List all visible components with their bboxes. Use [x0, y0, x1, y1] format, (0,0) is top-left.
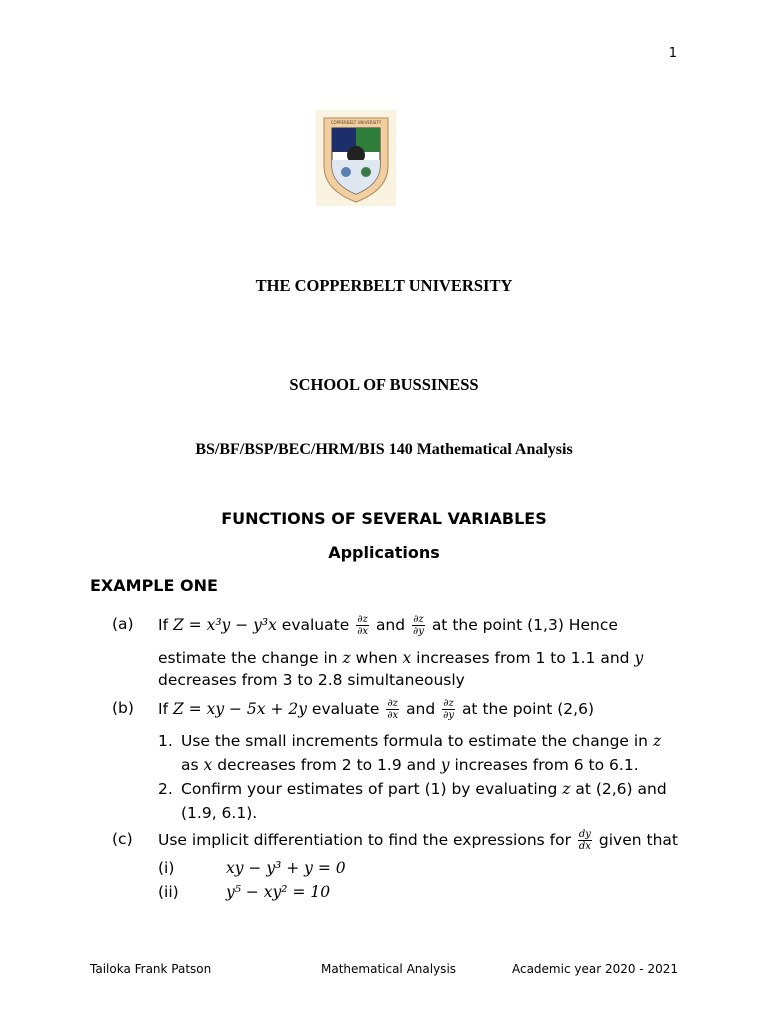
frac-dz-dx: $\frac{\partial z}{\partial x}$: [357, 614, 368, 637]
frac-dz-dx: $\frac{\partial z}{\partial x}$: [387, 698, 399, 721]
frac-dz-dy: $\frac{\partial z}{\partial y}$: [443, 698, 454, 721]
section-title: FUNCTIONS OF SEVERAL VARIABLES: [221, 509, 547, 528]
question-a-line1: If Z = x³y − y³x evaluate $\frac{\partial z}{\partial x}$ and $\frac{\partial z}{\partial y}$ at the point (1,3) Hence: [158, 614, 618, 637]
question-c-i-equation: xy − y³ + y = 0: [226, 859, 346, 877]
question-a-line3: decreases from 3 to 2.8 simultaneously: [158, 671, 465, 689]
footer-course: Mathematical Analysis: [321, 962, 457, 976]
university-title: THE COPPERBELT UNIVERSITY: [255, 276, 513, 295]
question-b-item2-line2: (1.9, 6.1).: [181, 804, 258, 822]
question-b-item1-line2: as x decreases from 2 to 1.9 and y increases from 6 to 6.1.: [181, 756, 639, 774]
question-a-line2: estimate the change in z when x increases from 1 to 1.1 and y: [158, 649, 644, 667]
school-title: SCHOOL OF BUSSINESS: [289, 375, 479, 394]
logo-ring-text: COPPERBELT UNIVERSITY: [330, 120, 382, 125]
question-b-label: (b): [112, 699, 134, 717]
question-c-label: (c): [112, 830, 133, 848]
question-b-item2-number: 2.: [158, 780, 173, 798]
example-heading: EXAMPLE ONE: [90, 576, 218, 595]
question-b-item1-number: 1.: [158, 732, 173, 750]
frac-dy-dx: $\frac{dy}{dx}$: [578, 829, 591, 852]
page-number: 1: [668, 46, 677, 61]
question-c-ii-label: (ii): [158, 883, 179, 901]
question-a-label: (a): [112, 615, 134, 633]
question-c-i-label: (i): [158, 859, 175, 877]
question-b-item1-line1: Use the small increments formula to estimate the change in z: [181, 732, 662, 750]
footer-year: Academic year 2020 - 2021: [511, 962, 678, 976]
question-c-ii-equation: y⁵ − xy² = 10: [226, 883, 331, 901]
course-title: BS/BF/BSP/BEC/HRM/BIS 140 Mathematical Analysis: [195, 441, 573, 458]
footer-author: Tailoka Frank Patson: [90, 962, 212, 976]
question-b-item2-line1: Confirm your estimates of part (1) by evaluating z at (2,6) and: [181, 780, 667, 798]
university-logo: [316, 110, 396, 206]
question-c-line1: Use implicit differentiation to find the expressions for $\frac{dy}{dx}$ given that: [158, 829, 678, 852]
question-b-line1: If Z = xy − 5x + 2y evaluate $\frac{\partial z}{\partial x}$ and $\frac{\partial z}{\partial y}$ at the point (2,6): [158, 698, 595, 721]
section-subtitle: Applications: [328, 543, 440, 562]
frac-dz-dy: $\frac{\partial z}{\partial y}$: [413, 614, 424, 637]
